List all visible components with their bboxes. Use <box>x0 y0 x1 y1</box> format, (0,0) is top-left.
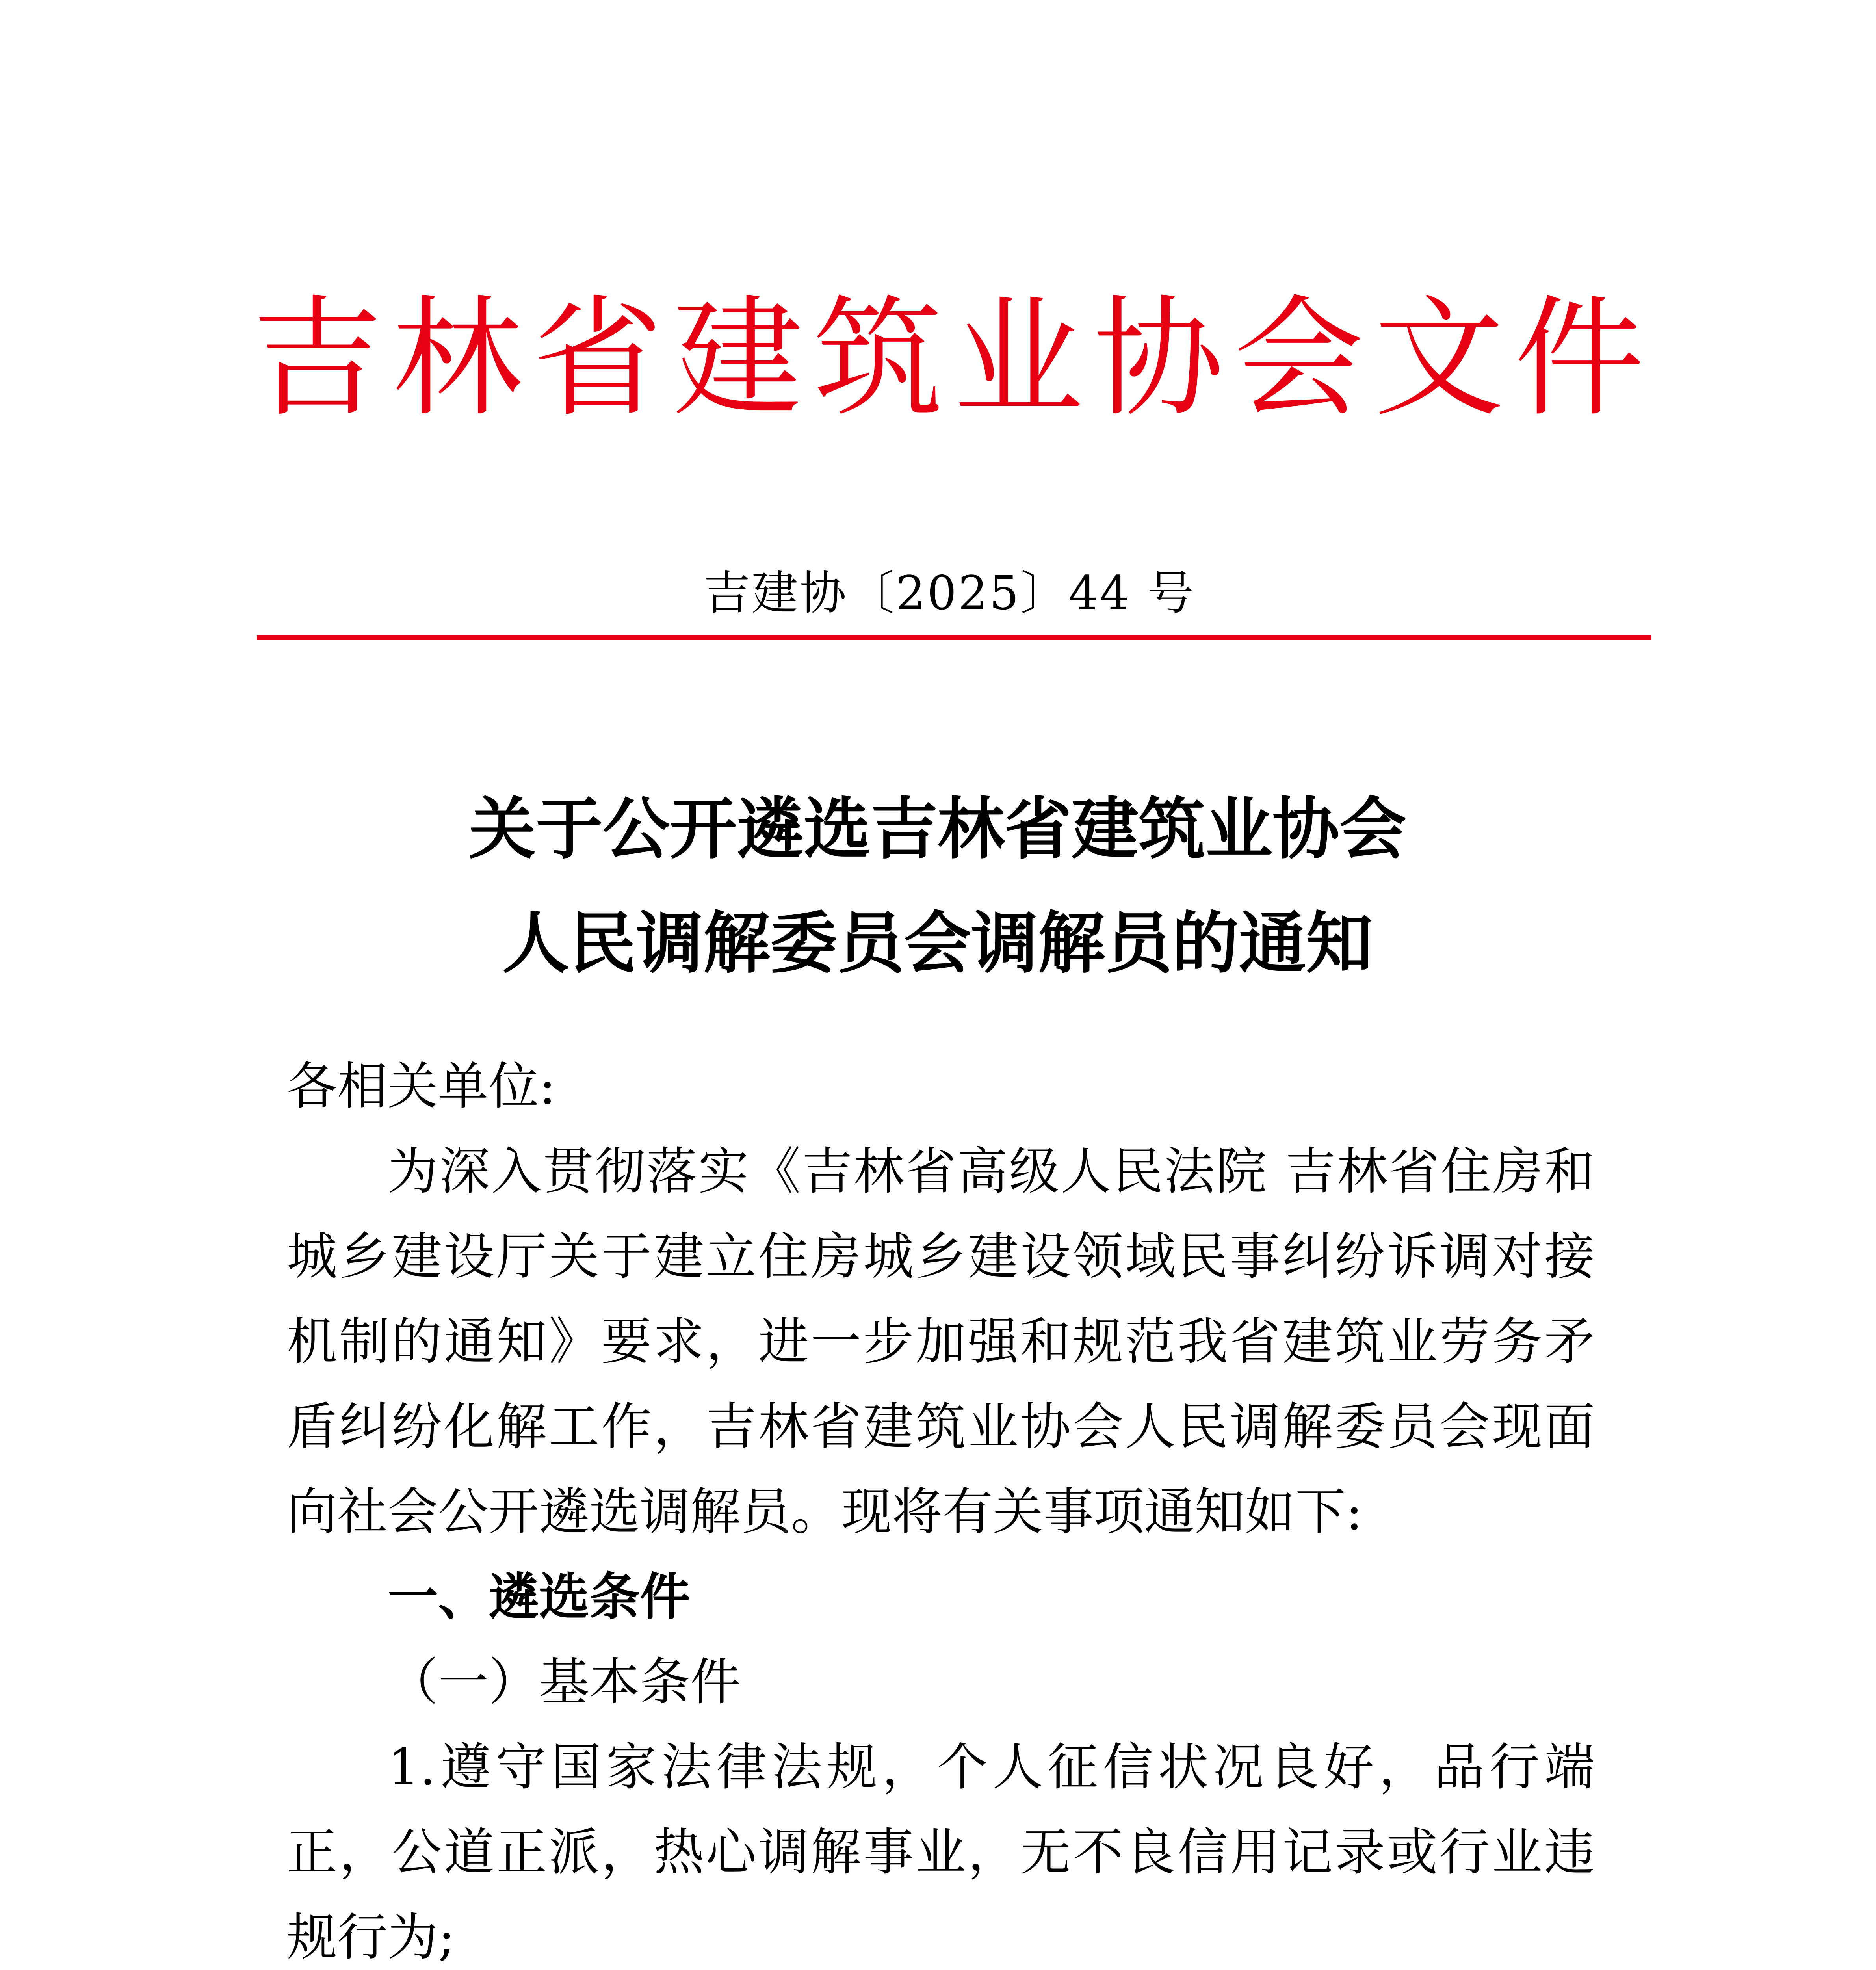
notice-title-line-2: 人民调解委员会调解员的通知 <box>502 905 1373 983</box>
salutation: 各相关单位: <box>287 1057 556 1116</box>
section-heading-1: 一、遴选条件 <box>388 1568 691 1626</box>
condition-item-1: 1.遵守国家法律法规，个人征信状况良好，品行端正，公道正派，热心调解事业，无不良信用记录或行业违规行为; <box>287 1738 1595 1967</box>
notice-title-line-1: 关于公开遴选吉林省建筑业协会 <box>468 790 1406 868</box>
notice-body <box>287 1044 1595 1970</box>
document-number: 吉建协〔2025〕44 号 <box>704 566 1195 620</box>
intro-paragraph: 为深入贯彻落实《吉林省高级人民法院 吉林省住房和城乡建设厅关于建立住房城乡建设领域民事纠纷诉调对接机制的通知》要求，进一步加强和规范我省建筑业劳务矛盾纠纷化解工作，吉林省建筑业协会人民调解委员会现面向社会公开遴选调解员。现将有关事项通知如下: <box>287 1142 1595 1541</box>
subsection-heading-1: （一）基本条件 <box>388 1653 741 1712</box>
red-divider-line <box>257 635 1651 640</box>
notice-title <box>236 772 1639 1001</box>
document-header-title: 吉林省建筑业协会文件 <box>252 283 1655 434</box>
